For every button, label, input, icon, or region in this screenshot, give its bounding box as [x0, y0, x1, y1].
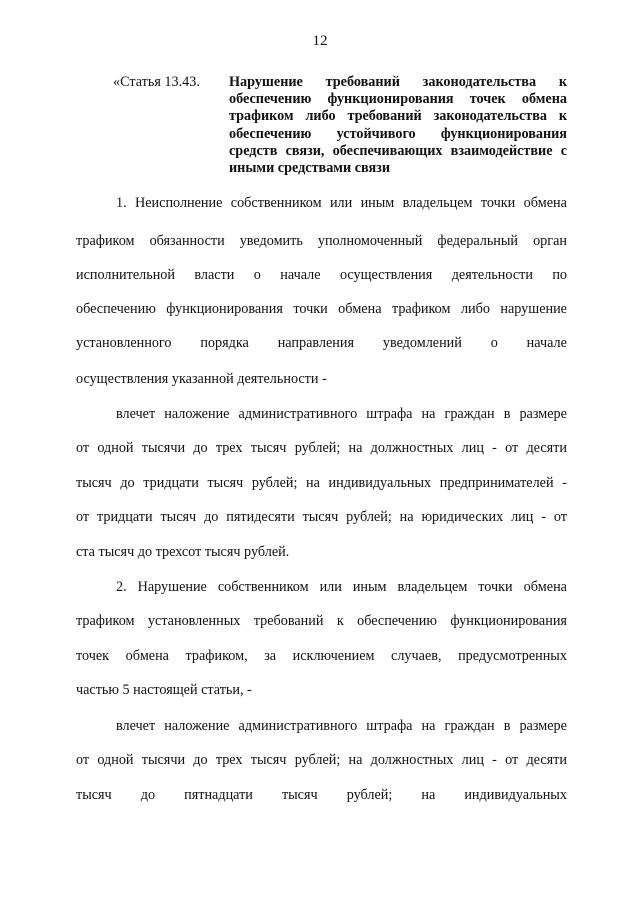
text-line: от тридцати тысяч до пятидесяти тысяч рублей; на юридических лиц - от [76, 509, 567, 525]
article-label: «Статья 13.43. [113, 74, 200, 90]
page-number: 12 [312, 33, 328, 49]
text-line: тысяч до тридцати тысяч рублей; на индивидуальных предпринимателей - [76, 475, 567, 491]
text-line: исполнительной власти о начале осуществления деятельности по [76, 267, 567, 283]
text-line: влечет наложение административного штрафа на граждан в размере [116, 718, 567, 734]
text-line: влечет наложение административного штрафа на граждан в размере [116, 406, 567, 422]
text-line: точек обмена трафиком, за исключением случаев, предусмотренных [76, 648, 567, 664]
text-line: от одной тысячи до трех тысяч рублей; на должностных лиц - от десяти [76, 752, 567, 768]
text-line: обеспечению функционирования точки обмена трафиком либо нарушение [76, 301, 567, 317]
text-line: установленного порядка направления уведомлений о начале [76, 335, 567, 351]
text-line: трафиком установленных требований к обеспечению функционирования [76, 613, 567, 629]
text-line: трафиком обязанности уведомить уполномоченный федеральный орган [76, 233, 567, 249]
text-line: осуществления указанной деятельности - [76, 371, 327, 387]
text-line: частью 5 настоящей статьи, - [76, 682, 252, 698]
article-title: Нарушение требований законодательства к обеспечению функционирования точек обмена трафиком либо требований законодательства к обеспечению устойчивого функционирования средств связи, обеспечивающих взаимодействие с иными средствами связи [229, 74, 567, 177]
text-line: тысяч до пятнадцати тысяч рублей; на индивидуальных [76, 787, 567, 803]
text-line: ста тысяч до трехсот тысяч рублей. [76, 544, 290, 560]
text-line: 2. Нарушение собственником или иным владельцем точки обмена [116, 579, 567, 595]
text-line: от одной тысячи до трех тысяч рублей; на должностных лиц - от десяти [76, 440, 567, 456]
article-heading [113, 74, 567, 177]
text-line: 1. Неисполнение собственником или иным владельцем точки обмена [116, 195, 567, 211]
